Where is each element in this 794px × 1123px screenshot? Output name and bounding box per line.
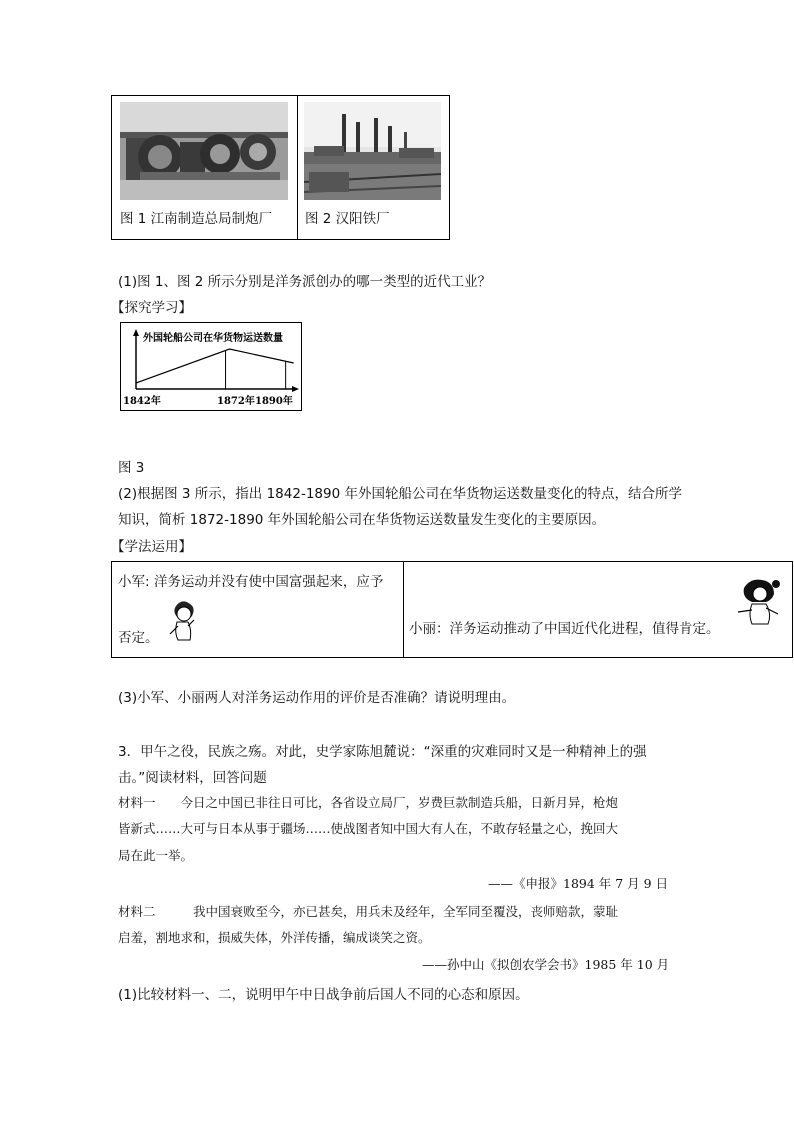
figure-table xyxy=(111,95,450,240)
x-tick-label-1890: 1890年 xyxy=(255,396,293,407)
series-line xyxy=(136,349,294,383)
figure3-label: 图 3 xyxy=(118,460,145,476)
part3-intro-line1: 3．甲午之役，民族之殇。对此，史学家陈旭麓说：“深重的灾难同时又是一种精神上的强 xyxy=(118,744,647,760)
material2-line2: 启羞，割地求和，损威失体，外洋传播，编成谈笑之资。 xyxy=(118,930,431,945)
question-2-line1: (2)根据图 3 所示，指出 1842-1890 年外国轮船公司在华货物运送数量变化的特点，结合所学 xyxy=(118,486,682,502)
question-2-line2: 知识，简析 1872-1890 年外国轮船公司在华货物运送数量发生变化的主要原因。 xyxy=(118,512,606,528)
chart-svg xyxy=(121,323,301,410)
factory-photo-image xyxy=(120,102,288,200)
xiaojun-statement-line2: 否定。 xyxy=(118,630,159,646)
chart-title: 外国轮船公司在华货物运送数量 xyxy=(143,333,283,344)
material1-source: ——《申报》1894 年 7 月 9 日 xyxy=(488,876,669,891)
boy-cartoon-icon xyxy=(162,598,202,642)
section-method-heading: 【学法运用】 xyxy=(111,539,192,555)
table-divider xyxy=(403,562,404,657)
part3-question-1: (1)比较材料一、二，说明甲午中日战争前后国人不同的心态和原因。 xyxy=(118,987,529,1003)
material1-line1: 材料一 今日之中国已非往日可比，各省设立局厂，岁费巨款制造兵船，日新月异，枪炮 xyxy=(118,795,619,810)
ironworks-photo-image xyxy=(304,102,441,200)
figure1-caption: 图 1 江南制造总局制炮厂 xyxy=(120,211,273,227)
xiaoli-statement: 小丽：洋务运动推动了中国近代化进程，值得肯定。 xyxy=(409,621,720,637)
section-explore-heading: 【探究学习】 xyxy=(111,300,192,316)
xiaojun-statement-line1: 小军: 洋务运动并没有使中国富强起来，应予 xyxy=(118,574,384,590)
girl-cartoon-icon xyxy=(734,578,786,628)
figure2-caption: 图 2 汉阳铁厂 xyxy=(305,211,390,227)
question-3: (3)小军、小丽两人对洋务运动作用的评价是否准确？请说明理由。 xyxy=(118,690,516,706)
x-tick-label-1842: 1842年 xyxy=(123,396,161,407)
material1-line3: 局在此一举。 xyxy=(118,848,194,863)
x-tick-label-1872: 1872年 xyxy=(217,396,255,407)
photo-hanyang-ironworks xyxy=(304,102,441,200)
evaluation-table xyxy=(111,561,793,658)
question-1: (1)图 1、图 2 所示分别是洋务派创办的哪一类型的近代工业？ xyxy=(118,274,492,290)
material1-line2: 皆新式……大可与日本从事于疆场……使战图者知中国大有人在，不敢存轻量之心，挽回大 xyxy=(118,821,619,836)
x-axis-arrow xyxy=(292,386,299,392)
shipping-volume-chart xyxy=(120,322,302,411)
material2-source: ——孙中山《拟创农学会书》1985 年 10 月 xyxy=(422,957,670,972)
photo-jiangnan-arsenal xyxy=(120,102,288,200)
part3-intro-line2: 击。”阅读材料，回答问题 xyxy=(118,770,267,786)
table-divider xyxy=(297,96,298,239)
material2-line1: 材料二 我中国衰败至今，亦已甚矣，用兵未及经年，全军同至覆没，丧师赔款，蒙耻 xyxy=(118,904,619,919)
y-axis-arrow xyxy=(133,329,139,336)
